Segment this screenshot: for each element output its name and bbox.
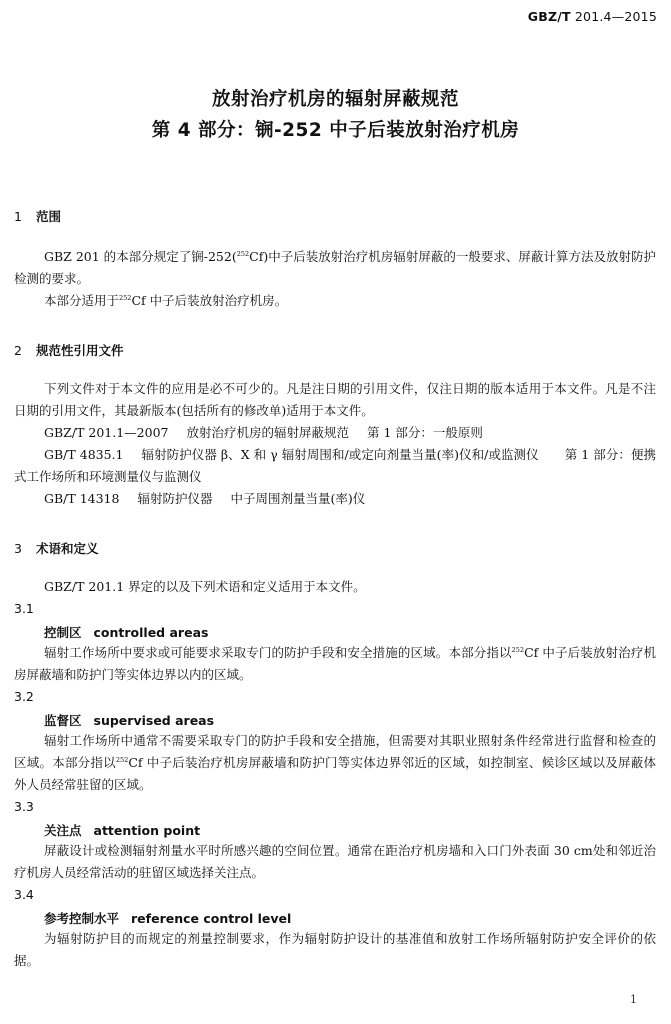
reference-1 — [14, 422, 656, 444]
s1-p1-superscript: 252 — [236, 250, 250, 258]
reference-1-part: 第 1 部分：一般原则 — [367, 425, 483, 440]
term-3-2-definition — [14, 730, 656, 796]
term-3-3-definition: 屏蔽设计或检测辐射剂量水平时所感兴趣的空间位置。通常在距治疗机房墙和入口门外表面 30 cm处和邻近治疗机房人员经常活动的驻留区域选择关注点。 — [14, 843, 656, 880]
term-3-1-heading — [44, 623, 208, 641]
term-3-3-chinese: 关注点 — [44, 823, 82, 838]
document-title-line2: 第 4 部分：锎-252 中子后装放射治疗机房 — [151, 120, 520, 141]
section-1-paragraph-1 — [14, 246, 656, 290]
reference-3-part: 中子周围剂量当量(率)仪 — [230, 491, 366, 506]
reference-1-code: GBZ/T 201.1—2007 — [44, 425, 169, 440]
reference-2-code: GB/T 4835.1 — [44, 447, 124, 462]
section-3-heading — [14, 539, 99, 557]
standard-code-prefix: GBZ/T — [527, 9, 571, 24]
section-3-intro: GBZ/T 201.1 界定的以及下列术语和定义适用于本文件。 — [44, 579, 366, 594]
reference-3-title: 辐射防护仪器 — [137, 491, 213, 506]
t1-def-text-b: Cf 中子后装放射治疗机房屏蔽墙和防护门等实体边界以内的区域。 — [14, 645, 656, 682]
term-3-4-number: 3.4 — [14, 887, 34, 902]
t1-def-text-a: 辐射工作场所中要求或可能要求采取专门的防护手段和安全措施的区域。本部分指以 — [44, 645, 512, 660]
term-3-1-english: controlled areas — [93, 625, 209, 640]
section-3-title: 术语和定义 — [36, 541, 99, 556]
reference-3-code: GB/T 14318 — [44, 491, 120, 506]
reference-1-title: 放射治疗机房的辐射屏蔽规范 — [186, 425, 349, 440]
section-1-heading — [14, 207, 61, 225]
section-2-paragraph-1: 下列文件对于本文件的应用是必不可少的。凡是注日期的引用文件，仅注日期的版本适用于本文件。凡是不注日期的引用文件，其最新版本(包括所有的修改单)适用于本文件。 — [14, 381, 656, 418]
section-1-paragraph-2 — [14, 290, 656, 312]
t2-def-text-a: 辐射工作场所中通常不需要采取专门的防护手段和安全措施，但需要对其职业照射条件经常进行监督和检查的区域。本部分指以 — [14, 733, 656, 770]
reference-2 — [14, 444, 656, 488]
t2-def-superscript: 252 — [115, 756, 129, 764]
t1-def-superscript: 252 — [511, 646, 525, 654]
term-3-3-english: attention point — [93, 823, 201, 838]
s1-p2-superscript: 252 — [119, 294, 132, 302]
section-2-heading — [14, 341, 124, 359]
section-3-number: 3 — [14, 541, 22, 556]
section-2-title: 规范性引用文件 — [36, 343, 124, 358]
term-3-2-number: 3.2 — [14, 689, 34, 704]
reference-2-title: 辐射防护仪器 β、X 和 γ 辐射周围和/或定向剂量当量(率)仪和/或监测仪 — [141, 447, 539, 462]
t2-def-text-b: Cf 中子后装治疗机房屏蔽墙和防护门等实体边界邻近的区域，如控制室、候诊区域以及屏蔽体外人员经常驻留的区域。 — [14, 755, 656, 792]
term-3-4-heading — [44, 909, 291, 927]
section-2-number: 2 — [14, 343, 22, 358]
section-1-number: 1 — [14, 209, 22, 224]
s1-p1-text-a: GBZ 201 的本部分规定了锎-252( — [44, 249, 237, 264]
term-3-4-chinese: 参考控制水平 — [44, 911, 120, 926]
term-3-4-english: reference control level — [131, 911, 292, 926]
s1-p2-text-b: Cf 中子后装放射治疗机房。 — [131, 293, 288, 308]
reference-3 — [14, 488, 656, 510]
term-3-2-heading — [44, 711, 214, 729]
term-3-1-chinese: 控制区 — [44, 625, 82, 640]
term-3-2-chinese: 监督区 — [44, 713, 82, 728]
term-3-3-heading — [44, 821, 200, 839]
standard-code-number: 201.4—2015 — [574, 9, 657, 24]
s1-p2-text-a: 本部分适用于 — [44, 293, 120, 308]
section-1-title: 范围 — [36, 209, 62, 224]
page-number: 1 — [630, 993, 637, 1006]
s1-p1-text-b: Cf)中子后装放射治疗机房辐射屏蔽的一般要求、屏蔽计算方法及放射防护检测的要求。 — [14, 249, 656, 286]
standard-code — [528, 9, 657, 24]
term-3-3-number: 3.3 — [14, 799, 34, 814]
term-3-1-definition — [14, 642, 656, 686]
reference-2-part: 第 1 部分：便携式工作场所和环境测量仪与监测仪 — [14, 447, 657, 484]
term-3-2-english: supervised areas — [93, 713, 215, 728]
term-3-4-definition: 为辐射防护目的而规定的剂量控制要求，作为辐射防护设计的基准值和放射工作场所辐射防护安全评价的依据。 — [14, 931, 656, 968]
document-title-line1: 放射治疗机房的辐射屏蔽规范 — [211, 89, 459, 110]
term-3-1-number: 3.1 — [14, 601, 34, 616]
